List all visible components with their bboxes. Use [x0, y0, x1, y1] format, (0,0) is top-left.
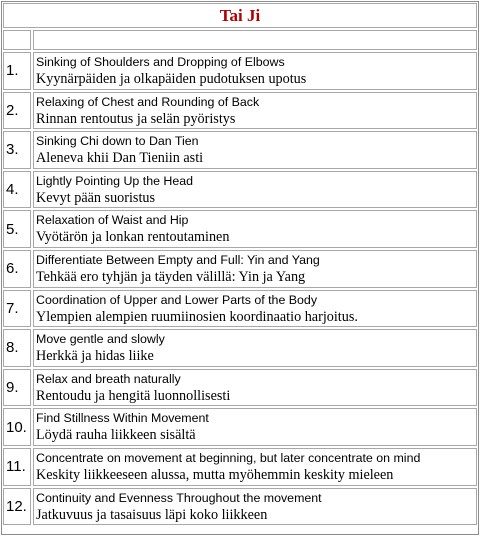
header-number-cell [3, 30, 31, 50]
principles-table [3, 30, 477, 527]
finnish-text: Ylempien alempien ruumiinosien koordinaatio harjoitus. [36, 308, 358, 325]
table-row [3, 408, 477, 446]
table-row [3, 92, 477, 130]
row-text [33, 131, 477, 169]
english-text: Move gentle and slowly [36, 332, 165, 347]
english-text: Continuity and Evenness Throughout the movement [36, 490, 322, 505]
table-row [3, 131, 477, 169]
row-number: 3. [3, 131, 31, 169]
row-number: 4. [3, 171, 31, 209]
header-text-cell [33, 30, 477, 50]
english-text: Sinking Chi down to Dan Tien [36, 134, 199, 149]
finnish-text: Herkkä ja hidas liike [36, 348, 154, 365]
row-number: 10. [3, 408, 31, 446]
row-text [33, 52, 477, 90]
table-row [3, 171, 477, 209]
row-number: 5. [3, 210, 31, 248]
row-number: 7. [3, 290, 31, 328]
table-row [3, 52, 477, 90]
table-row [3, 369, 477, 407]
finnish-text: Jatkuvuus ja tasaisuus läpi koko liikkeen [36, 506, 268, 523]
table-row [3, 290, 477, 328]
row-number: 6. [3, 250, 31, 288]
finnish-text: Keskity liikkeeseen alussa, mutta myöhemmin keskity mieleen [36, 466, 394, 483]
english-text: Lightly Pointing Up the Head [36, 173, 194, 188]
english-text: Coordination of Upper and Lower Parts of the Body [36, 292, 318, 307]
english-text: Concentrate on movement at beginning, but later concentrate on mind [36, 450, 421, 465]
english-text: Differentiate Between Empty and Full: Yin and Yang [36, 252, 320, 267]
table-title: Tai Ji [3, 3, 477, 28]
english-text: Sinking of Shoulders and Dropping of Elbows [36, 55, 285, 69]
table-row [3, 448, 477, 486]
finnish-text: Kevyt pään suoristus [36, 189, 156, 206]
table-row [3, 488, 477, 526]
row-number: 11. [3, 448, 31, 486]
finnish-text: Rentoudu ja hengitä luonnollisesti [36, 387, 231, 404]
row-number: 1. [3, 52, 31, 90]
table-row [3, 210, 477, 248]
row-text [33, 210, 477, 248]
english-text: Relaxing of Chest and Rounding of Back [36, 94, 260, 109]
row-text [33, 448, 477, 486]
row-number: 9. [3, 369, 31, 407]
english-text: Relax and breath naturally [36, 371, 181, 386]
row-number: 12. [3, 488, 31, 526]
row-text [33, 488, 477, 526]
finnish-text: Aleneva khii Dan Tieniin asti [36, 150, 204, 167]
row-text [33, 250, 477, 288]
finnish-text: Rinnan rentoutus ja selän pyöristys [36, 110, 236, 127]
finnish-text: Löydä rauha liikkeen sisältä [36, 427, 196, 444]
finnish-text: Vyötärön ja lonkan rentoutaminen [36, 229, 230, 246]
finnish-text: Kyynärpäiden ja olkapäiden pudotuksen upotus [36, 71, 307, 87]
english-text: Relaxation of Waist and Hip [36, 213, 189, 228]
row-number: 8. [3, 329, 31, 367]
row-text [33, 408, 477, 446]
table-header-row [3, 30, 477, 50]
row-text [33, 369, 477, 407]
row-number: 2. [3, 92, 31, 130]
table-row [3, 250, 477, 288]
table-row [3, 329, 477, 367]
row-text [33, 329, 477, 367]
row-text [33, 290, 477, 328]
finnish-text: Tehkää ero tyhjän ja täyden välillä: Yin ja Yang [36, 268, 306, 285]
row-text [33, 171, 477, 209]
english-text: Find Stillness Within Movement [36, 411, 209, 426]
row-text [33, 92, 477, 130]
